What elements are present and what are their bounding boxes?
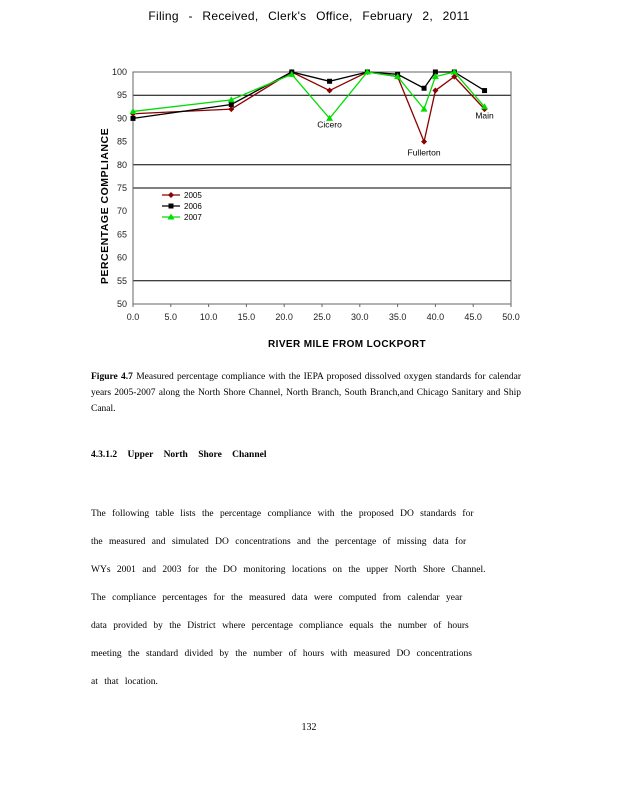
paragraph-line: meeting the standard divided by the number of hours with measured DO concentrations: [91, 649, 472, 659]
x-tick-label: 10.0: [199, 312, 218, 322]
chart-series: [130, 69, 489, 145]
y-axis-label: PERCENTAGE COMPLIANCE: [99, 127, 111, 285]
paragraph-line: data provided by the District where percentage compliance equals the number of hours: [91, 621, 469, 631]
paragraph-line: the measured and simulated DO concentrations and the percentage of missing data for: [91, 537, 467, 547]
y-tick-label: 70: [116, 206, 127, 217]
compliance-chart: [0, 0, 618, 360]
legend-label-2006: 2006: [184, 202, 202, 211]
paragraph-line: at that location.: [91, 677, 158, 687]
y-tick-label: 85: [116, 136, 127, 147]
x-tick-label: 30.0: [351, 312, 369, 322]
x-tick-label: 40.0: [426, 312, 445, 322]
x-axis-label: RIVER MILE FROM LOCKPORT: [268, 339, 426, 350]
figure-caption: [91, 369, 521, 417]
data-point-2005: [327, 88, 333, 94]
data-point-2006: [327, 79, 332, 84]
data-point-2006: [422, 86, 427, 91]
annotation-label: Fullerton: [407, 147, 441, 158]
data-point-2005: [421, 139, 427, 145]
y-tick-label: 75: [116, 183, 127, 193]
data-point-2005: [228, 106, 234, 112]
legend-marker-2006: [169, 204, 174, 209]
data-point-2006: [131, 116, 136, 121]
y-tick-label: 90: [116, 113, 127, 124]
y-tick-label: 50: [116, 299, 127, 309]
paragraph-line: The following table lists the percentage compliance with the proposed DO standards for: [91, 509, 474, 519]
paragraph-line: WYs 2001 and 2003 for the DO monitoring locations on the upper North Shore Channel.: [91, 565, 486, 575]
x-tick-label: 0.0: [126, 312, 140, 322]
series-line-2005: [133, 72, 485, 142]
data-point-2006: [482, 88, 487, 93]
chart-annotations: [317, 110, 494, 157]
chart-legend: [162, 191, 202, 222]
y-tick-label: 80: [116, 159, 127, 170]
y-tick-label: 55: [116, 275, 127, 286]
legend-label-2005: 2005: [184, 191, 202, 200]
y-tick-label: 60: [116, 252, 127, 263]
legend-marker-2005: [168, 192, 174, 198]
paragraph-line: The compliance percentages for the measured data were computed from calendar year: [91, 593, 463, 603]
x-tick-label: 20.0: [275, 312, 293, 322]
y-tick-label: 95: [116, 90, 127, 101]
x-tick-label: 50.0: [502, 312, 520, 322]
page-header: Filing - Received, Clerk's Office, February 2, 2011: [148, 9, 470, 23]
legend-label-2007: 2007: [184, 213, 202, 222]
y-tick-label: 65: [116, 229, 127, 240]
x-tick-label: 35.0: [388, 312, 407, 322]
page-number: 132: [301, 722, 317, 733]
x-tick-label: 15.0: [237, 312, 256, 322]
x-tick-labels: [127, 304, 520, 322]
annotation-label: Cicero: [317, 119, 342, 130]
y-tick-labels: [112, 67, 127, 309]
x-tick-label: 5.0: [164, 312, 178, 322]
y-tick-label: 100: [111, 67, 127, 77]
x-tick-label: 25.0: [313, 312, 331, 322]
annotation-label: Main: [475, 110, 494, 121]
x-tick-label: 45.0: [464, 312, 482, 322]
figure-label: Figure 4.7: [91, 372, 133, 382]
section-heading: 4.3.1.2 Upper North Shore Channel: [91, 450, 267, 460]
figure-caption-text: Measured percentage compliance with the IEPA proposed dissolved oxygen standards for calendar years 2005-2007 along the North Shore Channel, North Branch, South Branch,and Chicago Sanitary and Ship Canal.: [91, 372, 521, 414]
data-point-2006: [229, 102, 234, 107]
